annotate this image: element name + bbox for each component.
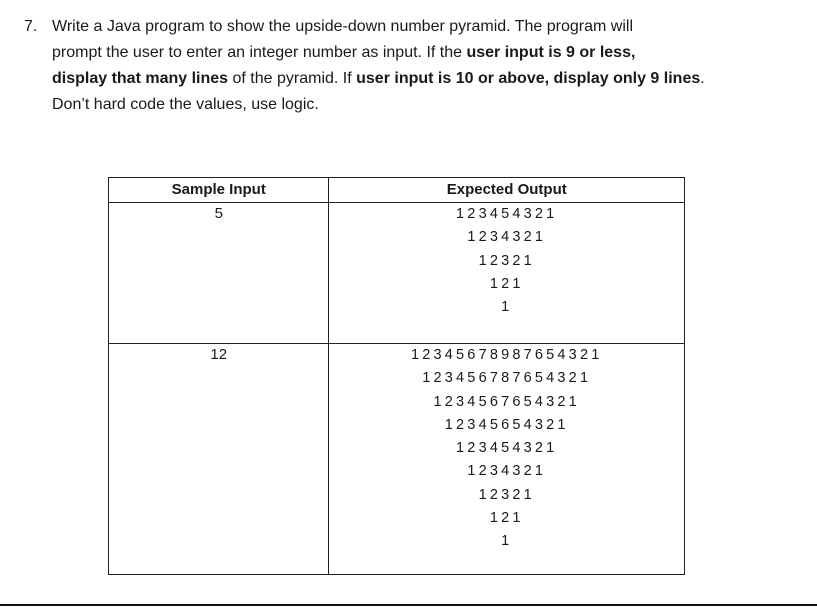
- sample-input-value: 5: [214, 205, 223, 222]
- output-line: 1234567654321: [433, 393, 580, 410]
- output-line: 123456787654321: [422, 370, 592, 387]
- output-line: 12345678987654321: [410, 347, 603, 363]
- output-line: 12345654321: [444, 416, 569, 433]
- sample-input-value: 12: [210, 346, 228, 363]
- question-line-2-plain: prompt the user to enter an integer number as input. If the: [52, 44, 467, 61]
- sample-input-cell: [109, 203, 329, 344]
- expected-output-cell: [329, 203, 685, 344]
- expected-output-lines: [329, 344, 684, 554]
- output-line: 121: [489, 275, 524, 292]
- output-line: 1234321: [467, 229, 547, 246]
- question-line-2: [24, 40, 809, 66]
- header-expected-output: Expected Output: [329, 178, 685, 203]
- header-sample-input: Sample Input: [109, 178, 329, 203]
- table-header-row: [109, 178, 685, 203]
- page-bottom-rule: [0, 604, 817, 606]
- question-text: [24, 14, 809, 118]
- output-line: 1234321: [467, 463, 547, 480]
- question-line-3: [24, 66, 809, 92]
- expected-output-lines: [329, 203, 684, 319]
- output-line: 12321: [478, 486, 535, 503]
- question-line-1: [24, 14, 809, 40]
- output-line: 12321: [478, 252, 535, 269]
- output-line: 1: [501, 299, 513, 316]
- question-line-3-bold-2: user input is 10 or above, display only 9 lines: [356, 70, 701, 87]
- sample-input-cell: [109, 344, 329, 575]
- question-line-2-bold: user input is 9 or less,: [466, 44, 636, 61]
- question-line-4: Don’t hard code the values, use logic.: [52, 96, 319, 113]
- output-line: 121: [489, 510, 524, 527]
- expected-output-cell: [329, 344, 685, 575]
- question-line-3-end: .: [700, 70, 705, 87]
- question-line-3-bold-1: display that many lines: [52, 70, 229, 87]
- table-row: [109, 344, 685, 575]
- table-row: [109, 203, 685, 344]
- question-number: 7.: [24, 18, 38, 35]
- output-line: 123454321: [456, 440, 558, 457]
- question-line-1-text: Write a Java program to show the upside-down number pyramid. The program will: [52, 18, 633, 35]
- question-line-3-plain: of the pyramid. If: [228, 70, 357, 87]
- sample-table: [108, 177, 685, 575]
- output-line: 123454321: [456, 206, 558, 222]
- output-line: 1: [501, 533, 513, 550]
